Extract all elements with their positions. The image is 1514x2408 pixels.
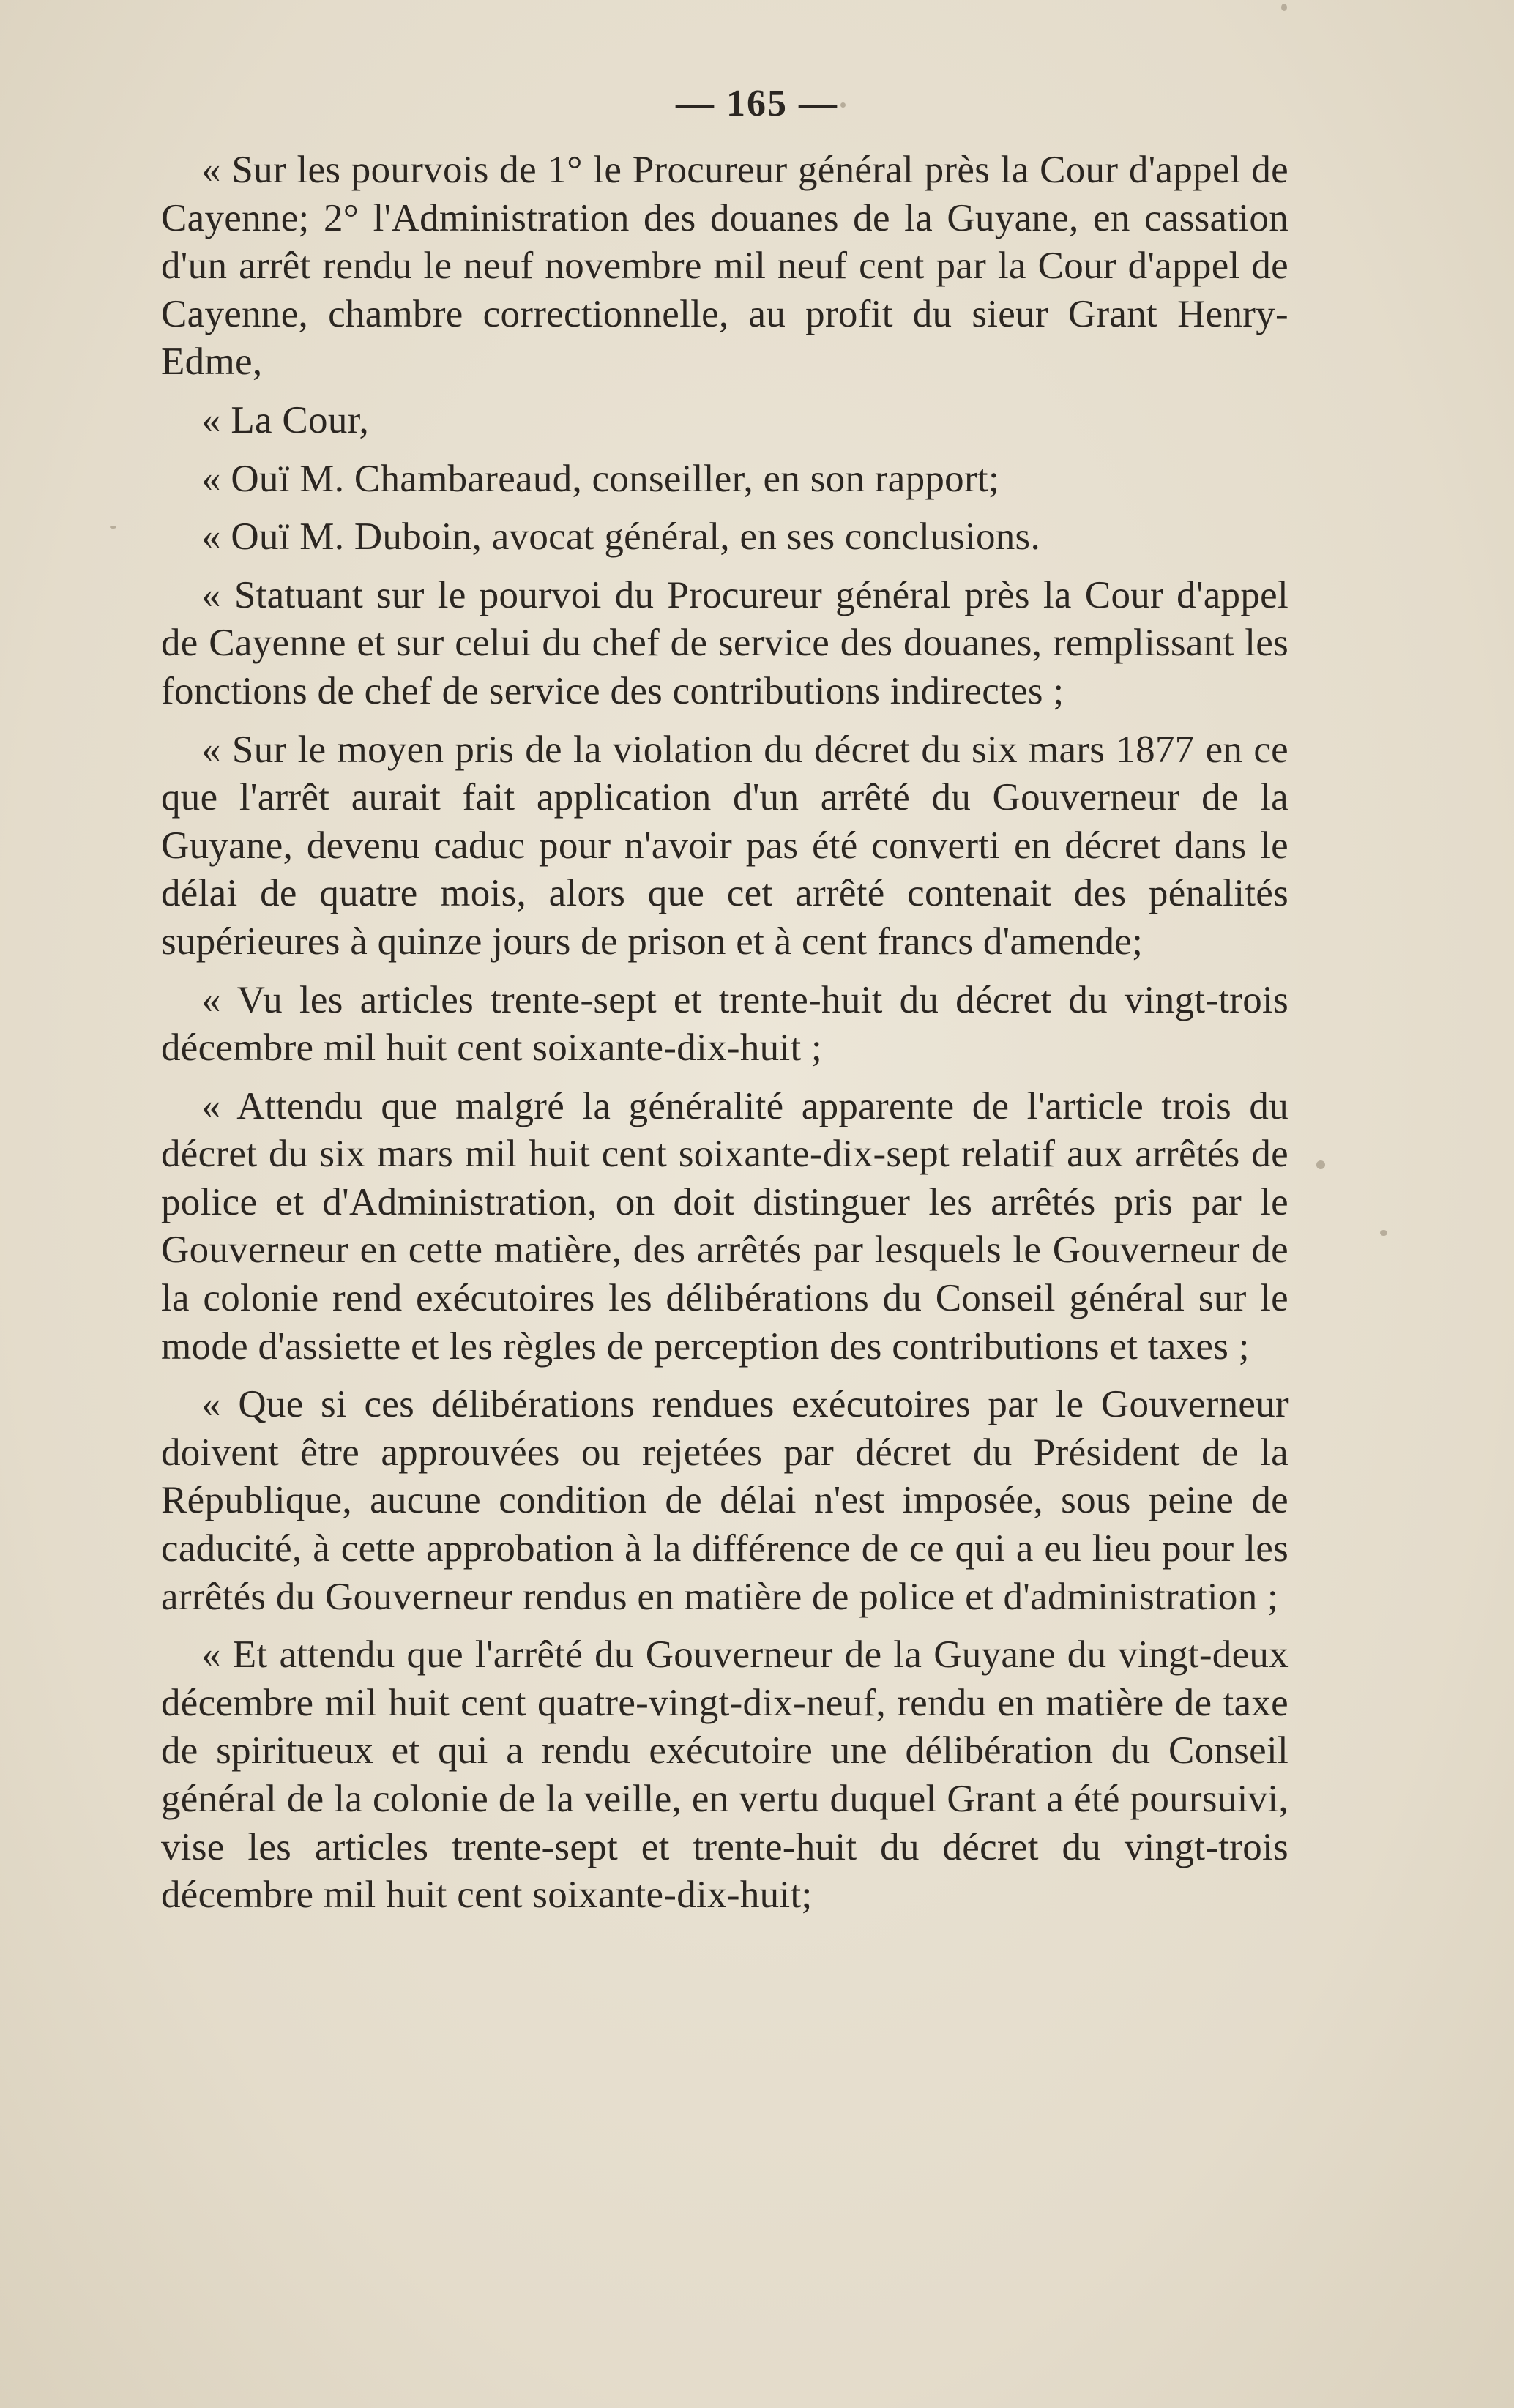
page-number: — 165 — — [676, 83, 838, 124]
paper-speck — [1316, 1160, 1325, 1169]
paragraph-statuant: « Statuant sur le pourvoi du Procureur général près la Cour d'appel de Cayenne et sur celui du chef de service des douanes, remplissant les fonctions de chef de service des contributions indirectes ; — [161, 573, 1289, 712]
paragraph-conclusions: « Ouï M. Duboin, avocat général, en ses conclusions. — [201, 515, 1041, 559]
paragraph-la-cour: « La Cour, — [201, 398, 370, 441]
paper-speck — [1281, 4, 1287, 11]
paragraph-rapport: « Ouï M. Chambareaud, conseiller, en son rapport; — [201, 457, 999, 500]
paragraph-moyen: « Sur le moyen pris de la violation du décret du six mars 1877 en ce que l'arrêt aurait fait application d'un arrêté du Gouverneur de la Guyane, devenu caduc pour n'avoir pas été converti en décret dans le délai de quatre mois, alors que cet arrêté contenait des pénalités supérieures à quinze jours de prison et à cent francs d'amende; — [161, 728, 1289, 963]
paper-speck — [840, 102, 846, 108]
paragraph-attendu: « Attendu que malgré la généralité apparente de l'article trois du décret du six mars mil huit cent soixante-dix-sept relatif aux arrêtés de police et d'Administration, on doit distinguer les arrêtés pris par le Gouverneur en cette matière, des arrêtés par lesquels le Gouverneur de la colonie rend exécutoires les délibérations du Conseil général sur le mode d'assiette et les règles de perception des contributions et taxes ; — [161, 1084, 1289, 1368]
paper-speck — [1380, 1230, 1387, 1236]
paper-speck — [110, 526, 116, 529]
body-text — [161, 146, 1289, 1930]
paragraph-pourvois: « Sur les pourvois de 1° le Procureur général près la Cour d'appel de Cayenne; 2° l'Administration des douanes de la Guyane, en cassation d'un arrêt rendu le neuf novembre mil neuf cent par la Cour d'appel de Cayenne, chambre correctionnelle, au profit du sieur Grant Henry-Edme, — [161, 149, 1289, 384]
paragraph-deliberations: « Que si ces délibérations rendues exécutoires par le Gouverneur doivent être approuvées ou rejetées par décret du Président de la République, aucune condition de délai n'est imposée, sous peine de caducité, à cette approbation à la différence de ce qui a eu lieu pour les arrêtés du Gouverneur rendus en matière de police et d'administration ; — [161, 1383, 1289, 1618]
paragraph-et-attendu: « Et attendu que l'arrêté du Gouverneur de la Guyane du vingt-deux décembre mil huit cent quatre-vingt-dix-neuf, rendu en matière de taxe de spiritueux et qui a rendu exécutoire une délibération du Conseil général de la colonie de la veille, en vertu duquel Grant a été poursuivi, vise les articles trente-sept et trente-huit du décret du vingt-trois décembre mil huit cent soixante-dix-huit; — [161, 1633, 1289, 1917]
paragraph-vu: « Vu les articles trente-sept et trente-huit du décret du vingt-trois décembre mil huit cent soixante-dix-huit ; — [161, 978, 1289, 1070]
